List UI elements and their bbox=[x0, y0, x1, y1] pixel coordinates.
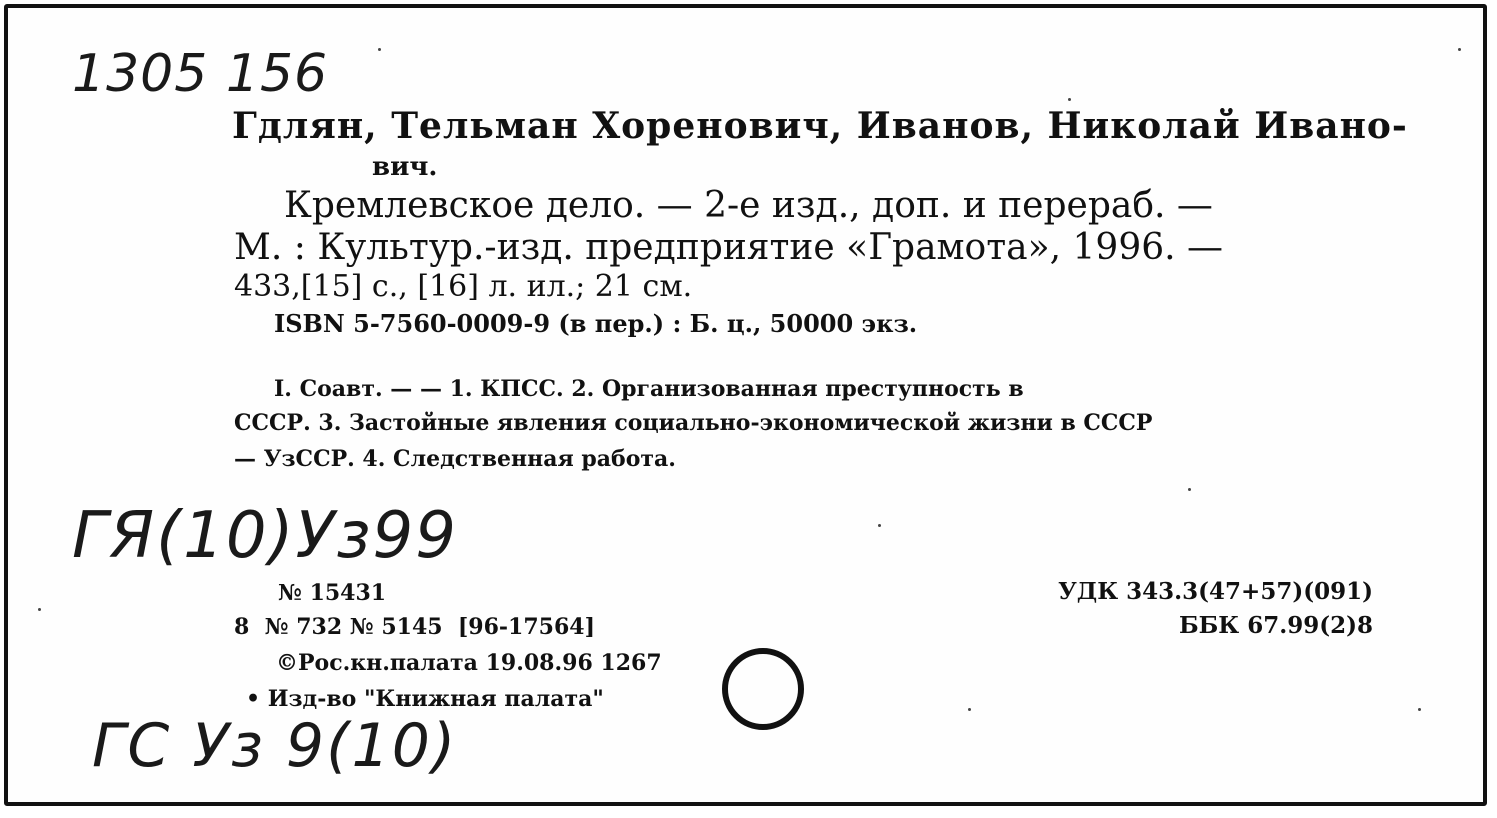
title-line-1: Кремлевское дело. — 2-е изд., доп. и перераб. — bbox=[284, 185, 1213, 226]
catalog-card bbox=[4, 4, 1487, 806]
scan-speck bbox=[1458, 48, 1461, 51]
bbk-code: ББК 67.99(2)8 bbox=[1178, 612, 1373, 639]
subjects-line-1: I. Соавт. — — 1. КПСС. 2. Организованная преступность в bbox=[274, 376, 1024, 402]
isbn-line: ISBN 5-7560-0009-9 (в пер.) : Б. ц., 50000 экз. bbox=[274, 309, 918, 338]
scan-speck bbox=[1188, 488, 1191, 491]
book-chamber-line: ©Рос.кн.палата 19.08.96 1267 bbox=[276, 650, 662, 676]
scan-speck bbox=[968, 708, 971, 711]
publisher-line: • Изд-во "Книжная палата" bbox=[246, 686, 604, 712]
registration-line: 8 № 732 № 5145 [96-17564] bbox=[234, 614, 596, 640]
subjects-line-3: — УзССР. 4. Следственная работа. bbox=[234, 446, 676, 472]
title-line-3: 433,[15] с., [16] л. ил.; 21 см. bbox=[234, 269, 693, 304]
scan-speck bbox=[378, 48, 381, 51]
handwritten-code: ГС Уз 9(10) bbox=[92, 711, 458, 781]
scan-speck bbox=[38, 608, 41, 611]
title-line-2: М. : Культур.-изд. предприятие «Грамота», 1996. — bbox=[234, 227, 1224, 268]
handwritten-classification: ГЯ(10)Уз99 bbox=[72, 499, 458, 573]
circle-stamp-icon bbox=[718, 644, 808, 734]
handwritten-shelfmark: 1305 156 bbox=[72, 44, 329, 104]
scan-speck bbox=[878, 524, 881, 527]
scan-speck bbox=[1418, 708, 1421, 711]
subjects-line-2: СССР. 3. Застойные явления социально-экономической жизни в СССР bbox=[234, 410, 1153, 436]
record-number: № 15431 bbox=[278, 580, 387, 606]
author-heading-continuation: вич. bbox=[372, 152, 438, 182]
author-heading: Гдлян, Тельман Хоренович, Иванов, Николай Ивано- bbox=[232, 105, 1408, 147]
udk-code: УДК 343.3(47+57)(091) bbox=[1058, 578, 1373, 605]
scan-speck bbox=[1068, 98, 1071, 101]
